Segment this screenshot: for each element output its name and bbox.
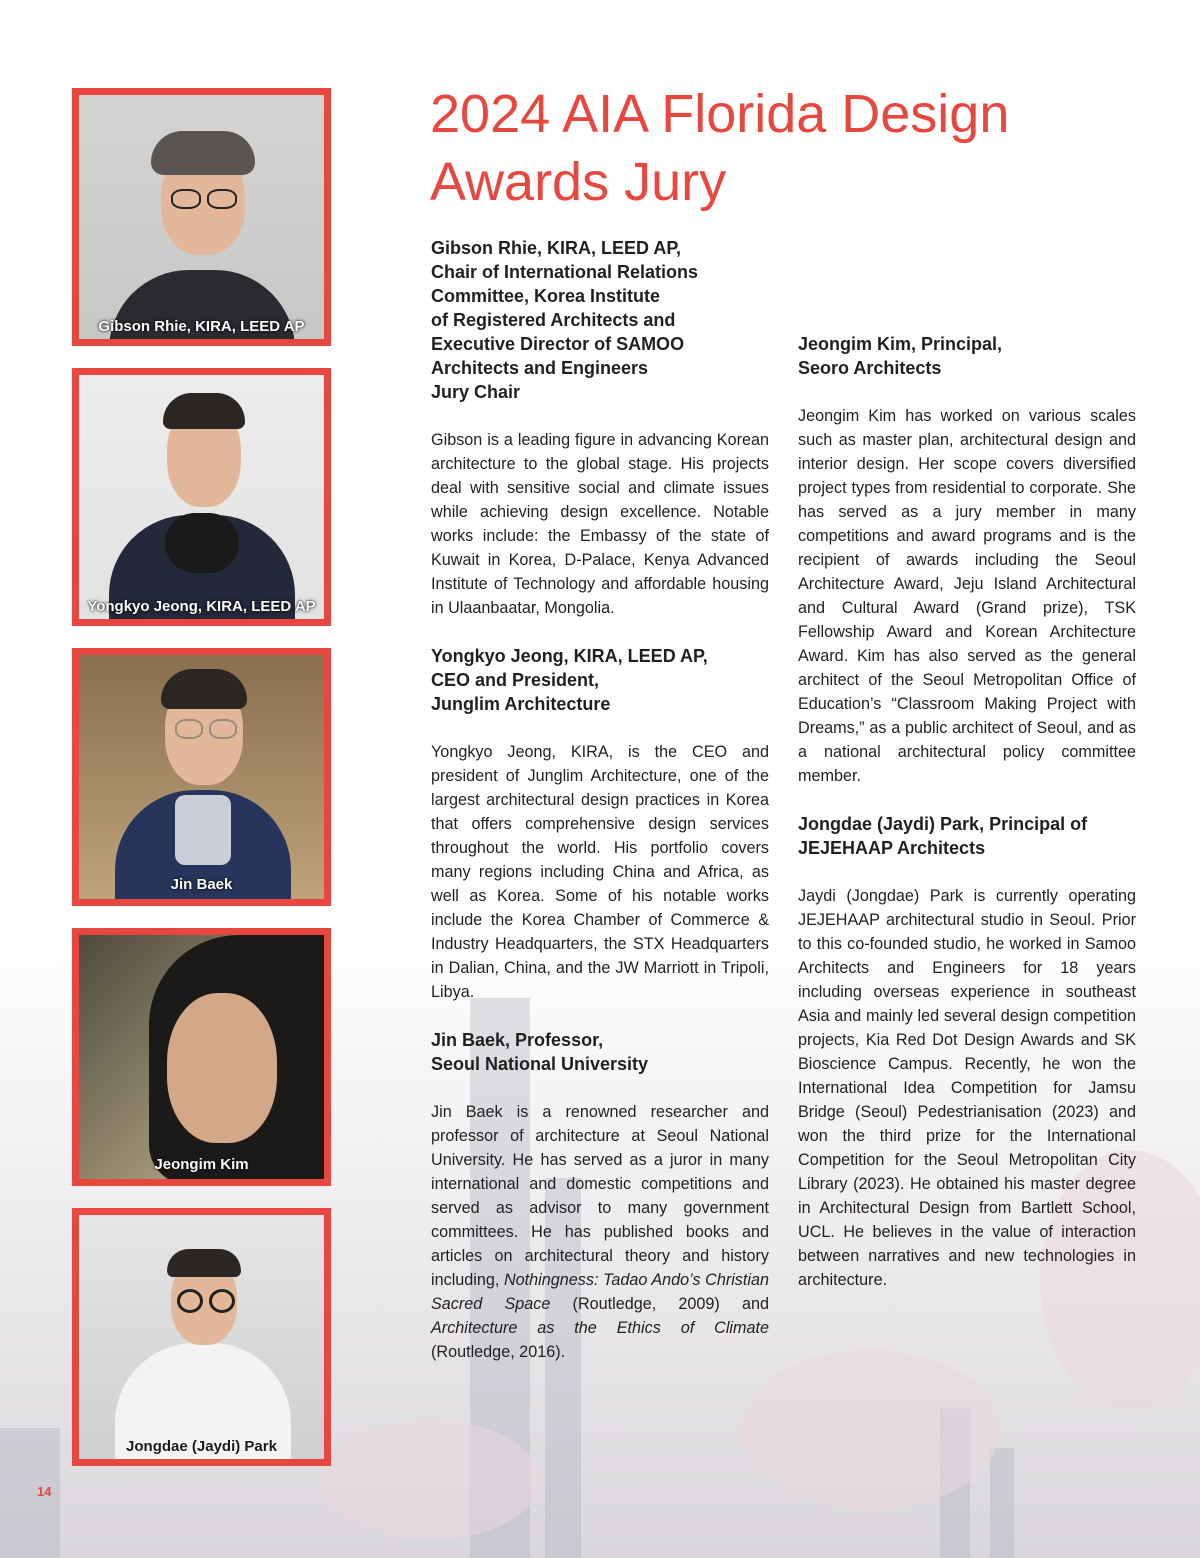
heading-line: Executive Director of SAMOO	[431, 334, 685, 354]
book-title: Nothingness: Tadao Ando’s Christian Sacred Space	[431, 1271, 769, 1313]
page-number: 14	[37, 1484, 52, 1499]
photo-caption: Jin Baek	[170, 876, 233, 893]
heading-line: Committee, Korea Institute	[431, 286, 661, 306]
publisher-text: (Routledge, 2016).	[431, 1343, 566, 1361]
juror-bio-yongkyo: Yongkyo Jeong, KIRA, is the CEO and president of Junglim Architecture, one of the largest architectural design practices in Korea that offers comprehensive design services throughout the world. His portfolio covers many regions including China and Africa, as well as Korea. Some of his notable works include the Korea Chamber of Commerce & Industry Headquarters, the STX Headquarters in Dalian, China, and the JW Marriott in Tripoli, Libya.	[431, 743, 769, 1001]
photo-caption: Jongdae (Jaydi) Park	[126, 1438, 277, 1455]
portrait-hair	[163, 393, 245, 429]
glasses-icon	[209, 1289, 235, 1313]
photo-jeongim-kim	[72, 928, 331, 1186]
photo-jongdae-park	[72, 1208, 331, 1466]
skyline-tower	[990, 1448, 1014, 1558]
heading-line: Junglim Architecture	[431, 694, 611, 714]
juror-heading-jeongim	[798, 332, 1136, 380]
text-column-right	[798, 334, 1136, 1316]
blossom-tree	[320, 1420, 540, 1540]
photo-jin-baek	[72, 648, 331, 906]
portrait-hair	[151, 131, 255, 175]
heading-line: Chair of International Relations	[431, 262, 699, 282]
heading-line: Jury Chair	[431, 382, 521, 402]
book-title: Architecture as the Ethics of Climate	[431, 1319, 769, 1337]
glasses-icon	[207, 189, 237, 209]
photo-caption: Yongkyo Jeong, KIRA, LEED AP	[87, 598, 316, 615]
portrait-hair	[167, 1249, 241, 1277]
heading-line: Jeongim Kim, Principal,	[798, 334, 1003, 354]
glasses-icon	[175, 719, 203, 739]
heading-line: Architects and Engineers	[431, 358, 649, 378]
blossom-tree	[740, 1350, 1000, 1510]
photo-caption: Jeongim Kim	[154, 1156, 249, 1173]
bio-text: Jin Baek is a renowned researcher and professor of architecture at Seoul National University. He has served as a juror in many international and domestic competitions and served as advisor to many government committees. He has published books and articles on architectural theory and history including,	[431, 1103, 769, 1289]
heading-line: Jongdae (Jaydi) Park, Principal of	[798, 814, 1088, 834]
glasses-icon	[209, 719, 237, 739]
juror-heading-yongkyo	[431, 644, 769, 716]
juror-bio-jeongim: Jeongim Kim has worked on various scales such as master plan, architectural design and interior design. Her scope covers diversified project types from residential to corporate. She has served as a jury member in many competitions and award programs and is the recipient of awards including the Seoul Architecture Award, Jeju Island Architectural and Cultural Award (Grand prize), TSK Fellowship Award and Korean Architecture Award. Kim has also served as the general architect of the Seoul Metropolitan Office of Education’s “Classroom Making Project with Dreams,” as a public architect of Seoul, and as a national architectural policy committee member.	[798, 407, 1136, 785]
heading-line: of Registered Architects and	[431, 310, 676, 330]
photo-gibson-rhie	[72, 88, 331, 346]
juror-heading-gibson	[431, 236, 769, 404]
juror-bio-jongdae: Jaydi (Jongdae) Park is currently operating JEJEHAAP architectural studio in Seoul. Prior to this co-founded studio, he worked in Samoo Architects and Engineers for 18 years including overseas experience in southeast Asia and mainly led several design competition projects, Kia Red Dot Design Awards and SK Bioscience Campus. Recently, he won the International Idea Competition for Jamsu Bridge (Seoul) Pedestrianisation (2023) and won the third prize for the International Competition for the Seoul Metropolitan City Library (2023). He obtained his master degree in Architectural Design from Bartlett School, UCL. He believes in the value of interaction between narratives and new technologies in architecture.	[798, 887, 1136, 1289]
juror-heading-jin	[431, 1028, 769, 1076]
glasses-icon	[177, 1289, 203, 1313]
heading-line: JEJEHAAP Architects	[798, 838, 986, 858]
heading-line: Gibson Rhie, KIRA, LEED AP,	[431, 238, 682, 258]
heading-line: Seoul National University	[431, 1054, 649, 1074]
heading-line: Yongkyo Jeong, KIRA, LEED AP,	[431, 646, 708, 666]
photo-yongkyo-jeong	[72, 368, 331, 626]
text-column-left	[431, 236, 769, 1388]
heading-line: Jin Baek, Professor,	[431, 1030, 604, 1050]
publisher-text: (Routledge, 2009) and	[550, 1295, 770, 1313]
photo-caption: Gibson Rhie, KIRA, LEED AP	[98, 318, 305, 335]
portrait-shirt	[175, 795, 231, 865]
portrait-hair	[161, 669, 247, 709]
heading-line: Seoro Architects	[798, 358, 942, 378]
portrait-scarf	[165, 513, 239, 573]
juror-bio-jin	[431, 1100, 769, 1364]
portrait-head	[167, 993, 277, 1143]
juror-heading-jongdae	[798, 812, 1136, 860]
juror-bio-gibson: Gibson is a leading figure in advancing Korean architecture to the global stage. His projects deal with sensitive social and climate issues while achieving design excellence. Notable works include: the Embassy of the state of Kuwait in Korea, D-Palace, Kenya Advanced Institute of Technology and affordable housing in Ulaanbaatar, Mongolia.	[431, 431, 769, 617]
glasses-icon	[171, 189, 201, 209]
page-title: 2024 AIA Florida Design Awards Jury	[430, 84, 1010, 212]
heading-line: CEO and President,	[431, 670, 600, 690]
